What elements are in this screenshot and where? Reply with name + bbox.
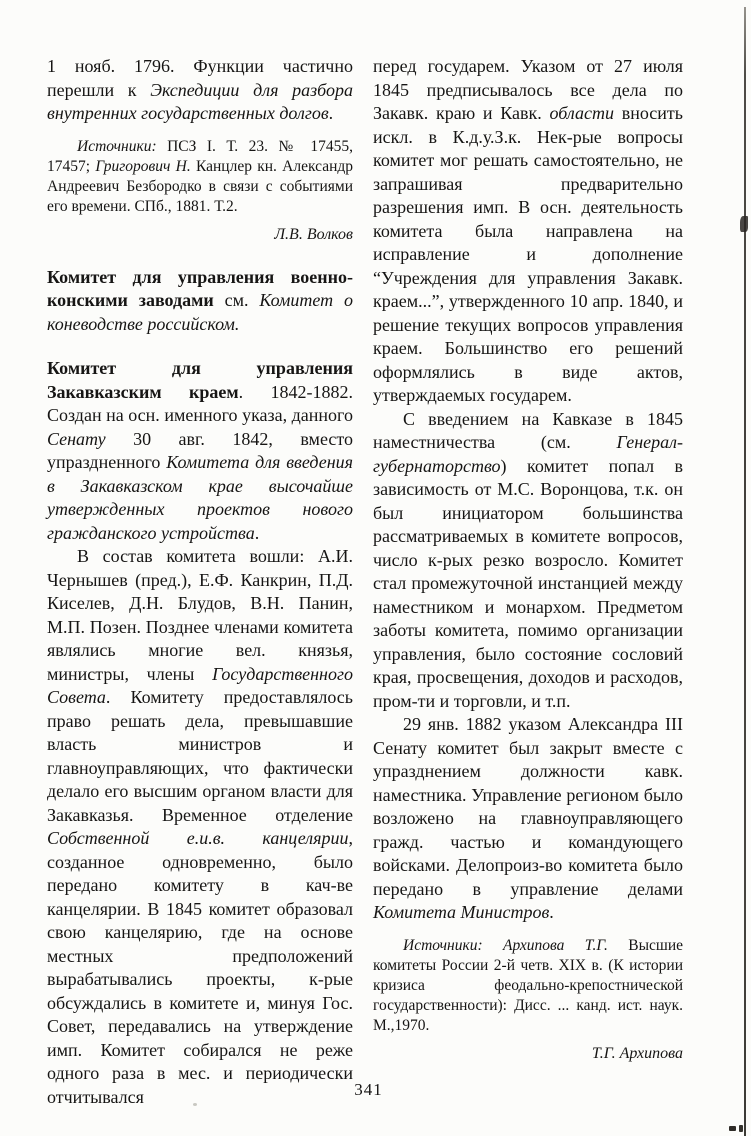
paragraph-indented (47, 545, 353, 1109)
text-run: см. (213, 290, 260, 310)
left-text-column (47, 55, 353, 1109)
text-run: 29 янв. 1882 указом Александра III Сенату комитет был закрыт вместе с упразднением должности кавк. наместника. Управление регионом было возложено на главноуправляющего гражд. частью и командующего войсками. Делопроиз-во комитета было передано в управление делами (373, 714, 683, 899)
paragraph-source (373, 936, 683, 1036)
text-run: Комитета Министров (373, 902, 550, 922)
paragraph-continuation (373, 55, 683, 408)
text-run: С введением на Кавказе в 1845 наместничества (см. (373, 408, 683, 452)
text-run: Комитет о коневодстве российском. (47, 290, 353, 334)
text-run: ПСЗ I. Т. 23. № 17455, 17457; (47, 137, 353, 175)
text-run: В состав комитета вошли: А.И. Чернышев (пред.), Е.Ф. Канкрин, П.Д. Киселев, Д.Н. Блудов, В.Н. Панин, М.П. Позен. Позднее членами комитета являлись многие вел. князья, министры, члены (47, 546, 353, 684)
paragraph-signature (373, 1044, 683, 1064)
scan-faint-dot (193, 1103, 197, 1106)
scan-corner-speck (729, 1126, 736, 1131)
paragraph-continuation (47, 55, 353, 126)
text-run: Комитет для управления военно-конскими заводами (47, 266, 353, 310)
text-run: перед государем. Указом от 27 июля 1845 предписывалось все дела по Закавк. краю и Кавк. (373, 56, 683, 123)
text-run: вносить искл. в К.д.у.З.к. Нек-рые вопросы комитет мог решать самостоятельно, не запрашивая предварительно разрешения имп. В осн. деятельность комитета была направлена на исправление и дополнение “Учреждения для управления Закавк. краем...”, утвержденного 10 апр. 1840, и решение текущих вопросов управления краем. Большинство его решений оформлялись в виде актов, утверждаемых государем. (373, 103, 683, 405)
text-run: области (549, 103, 614, 123)
page-number: 341 (354, 1080, 383, 1099)
paragraph-entry (47, 266, 353, 337)
text-run: Т.Г. Архипова (591, 1044, 683, 1062)
paragraph-indented (373, 713, 683, 925)
text-run: Экспедиции для разбора внутренних государственных долгов (47, 79, 353, 123)
paragraph-source (47, 137, 353, 217)
text-run: Сенату (47, 428, 106, 449)
text-run: Государственного Совета (47, 663, 353, 707)
text-run: Собственной е.и.в. канцелярии (47, 828, 349, 848)
text-run: Источники: Архипова Т.Г. (403, 936, 629, 954)
scan-edge-line (744, 7, 746, 1136)
scan-corner-speck (739, 1125, 743, 1132)
text-run: . 1842-1882. Создан на осн. именного указа, данного (47, 381, 353, 425)
text-run: . (254, 522, 260, 543)
scan-ink-blob (740, 216, 748, 232)
text-run: 30 авг. 1842, вместо упраздненного (47, 428, 353, 472)
paragraph-indented (373, 408, 683, 714)
text-run: . (549, 902, 554, 922)
text-run: Источники: (77, 137, 168, 155)
text-run: Канцлер кн. Александр Андреевич Безбородко в связи с событиями его времени. СПб., 1881. Т.2. (47, 157, 354, 215)
text-run: Комитета для введения в Закавказском крае высочайше утвержденных проектов нового гражданского устройства (47, 452, 354, 543)
text-run: Комитет для управления Закавказским краем (47, 358, 353, 402)
right-text-column (373, 55, 683, 1064)
text-run: Генерал-губернаторство (373, 432, 683, 476)
text-run: 1 нояб. 1796. Функции частично перешли к (47, 56, 353, 100)
text-run: Высшие комитеты России 2-й четв. XIX в. (К истории кризиса феодально-крепостнической государственности): Дисс. ... канд. ист. наук. М.,1970. (373, 936, 683, 1034)
text-run: , созданное одновременно, было передано комитету в кач-ве канцелярии. В 1845 комитет образовал свою канцелярию, где на основе местных предположений вырабатывались проекты, к-рые обсуждались в комитете и, минуя Гос. Совет, передавались на утверждение имп. Комитет собирался не реже одного раза в мес. и периодически отчитывался (47, 828, 353, 1107)
text-run: ) комитет попал в зависимость от М.С. Воронцова, т.к. он был инициатором большинства рассматриваемых в комитете вопросов, число к-рых резко возросло. Комитет стал промежуточной инстанцией между наместником и монархом. Предметом заботы комитета, помимо организации управления, было состояние сословий края, просвещения, доходов и расходов, пром-ти и торговли, и т.п. (373, 455, 683, 711)
paragraph-entry (47, 357, 353, 545)
paragraph-signature (47, 225, 353, 245)
text-run: Григорович Н. (95, 157, 196, 175)
text-run: . Комитету предоставлялось право решать дела, превышавшие власть министров и главноуправляющих, что фактически делало его высшим органом власти для Закавказья. Временное отделение (47, 687, 353, 825)
text-run: . (328, 103, 334, 123)
text-run: Л.В. Волков (274, 225, 353, 243)
